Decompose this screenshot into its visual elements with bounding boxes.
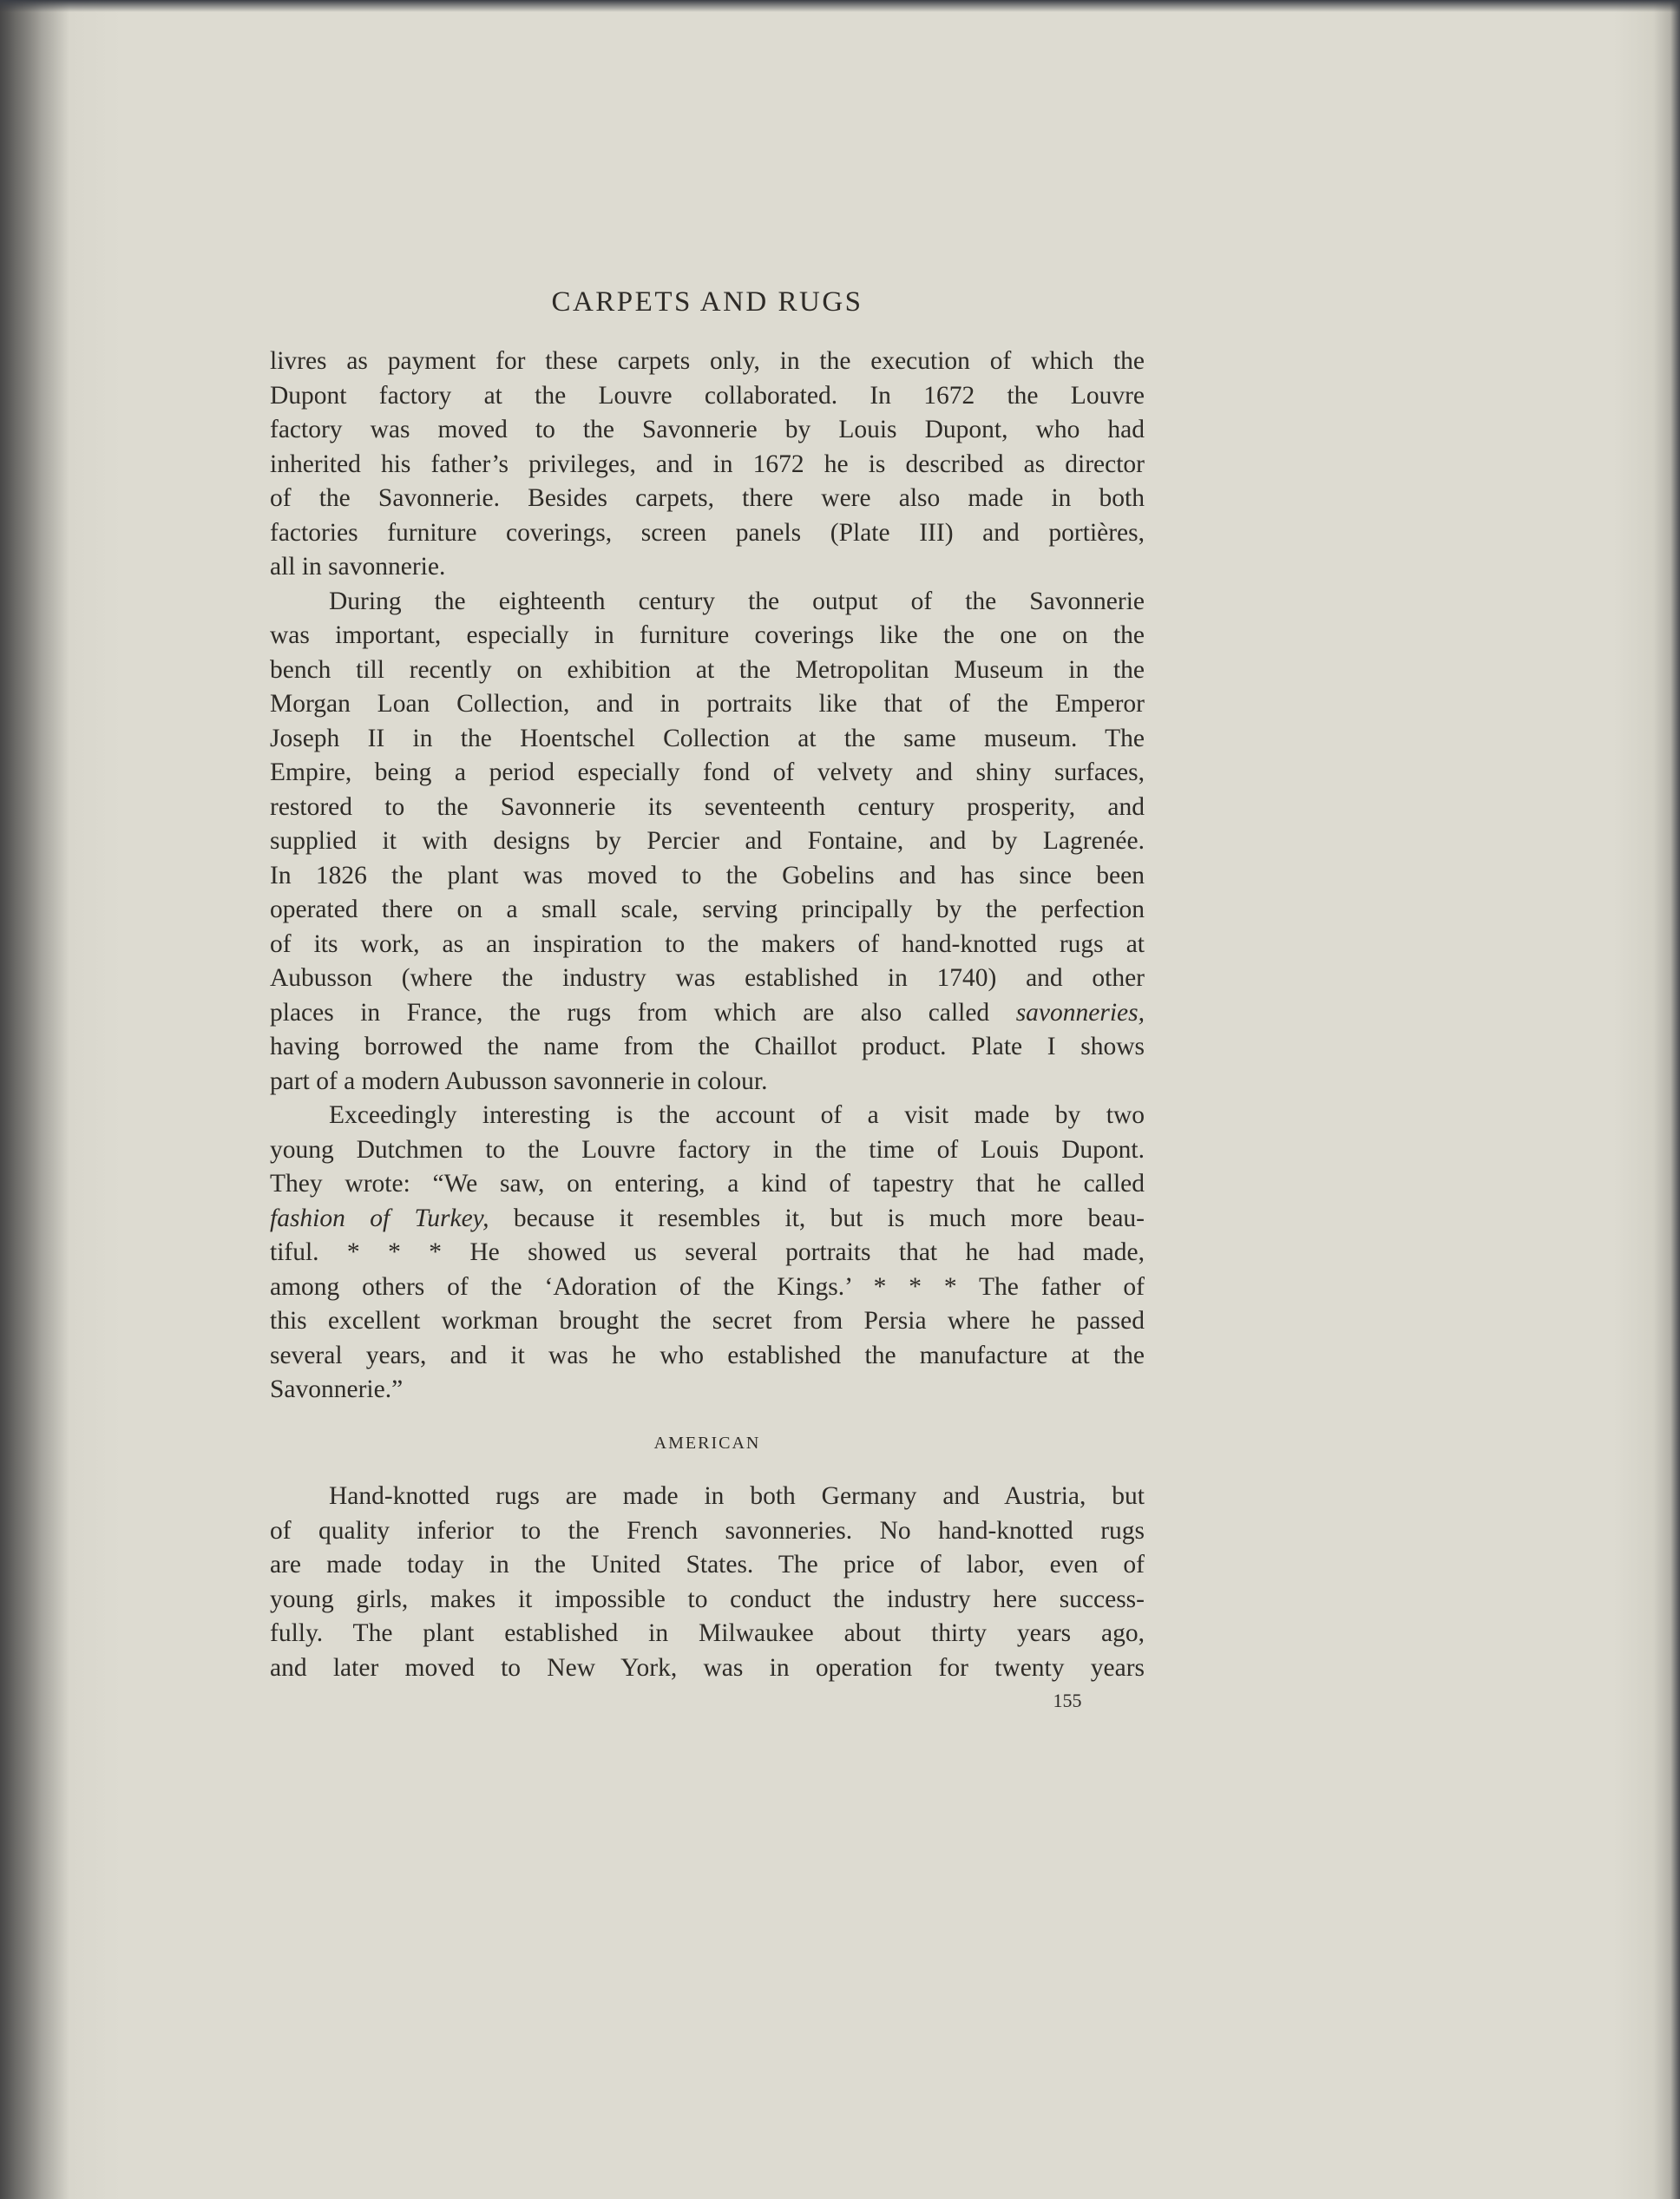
text-line: In 1826 the plant was moved to the Gobelins and has since been	[270, 861, 1145, 889]
text-line: all in savonnerie.	[270, 553, 446, 581]
text-line: factories furniture coverings, screen panels (Plate III) and portières,	[270, 518, 1145, 547]
text-line: of its work, as an inspiration to the makers of hand-knotted rugs at	[270, 929, 1145, 958]
text-line: several years, and it was he who established the manufacture at the	[270, 1341, 1145, 1369]
text-line: Dupont factory at the Louvre collaborated. In 1672 the Louvre	[270, 381, 1145, 410]
text-line: among others of the ‘Adoration of the Kings.’ * * * The father of	[270, 1272, 1145, 1301]
text-line: young Dutchmen to the Louvre factory in the time of Louis Dupont.	[270, 1135, 1145, 1164]
text-line: bench till recently on exhibition at the Metropolitan Museum in the	[270, 655, 1145, 684]
text-line: young girls, makes it impossible to conduct the industry here success-	[270, 1585, 1145, 1613]
text-line: of the Savonnerie. Besides carpets, there were also made in both	[270, 484, 1145, 512]
top-edge-shadow	[0, 0, 1680, 12]
text-line: livres as payment for these carpets only, in the execution of which the	[270, 347, 1145, 375]
text-line: Joseph II in the Hoentschel Collection at the same museum. The	[270, 724, 1145, 752]
text-line: They wrote: “We saw, on entering, a kind of tapestry that he called	[270, 1170, 1145, 1198]
text-line: this excellent workman brought the secret from Persia where he passed	[270, 1307, 1145, 1335]
page-number: 155	[1053, 1690, 1082, 1711]
text-line: Exceedingly interesting is the account of a visit made by two	[329, 1101, 1145, 1129]
section-heading: AMERICAN	[653, 1433, 761, 1453]
text-line: Hand-knotted rugs are made in both Germany and Austria, but	[329, 1482, 1145, 1510]
text-line: fully. The plant established in Milwaukee about thirty years ago,	[270, 1619, 1145, 1647]
text-line: restored to the Savonnerie its seventeenth century prosperity, and	[270, 792, 1145, 821]
text-line: of quality inferior to the French savonneries. No hand-knotted rugs	[270, 1516, 1145, 1545]
text-line: was important, especially in furniture coverings like the one on the	[270, 621, 1145, 649]
text-line: Aubusson (where the industry was established in 1740) and other	[270, 964, 1145, 992]
text-line: Empire, being a period especially fond of velvety and shiny surfaces,	[270, 758, 1145, 786]
text-line: are made today in the United States. The price of labor, even of	[270, 1551, 1145, 1579]
body-text	[270, 345, 1145, 1685]
text-line: operated there on a small scale, serving principally by the perfection	[270, 896, 1145, 923]
text-line: places in France, the rugs from which are also called savonneries,	[270, 998, 1145, 1027]
running-head: CARPETS AND RUGS	[551, 286, 863, 318]
text-line: factory was moved to the Savonnerie by Louis Dupont, who had	[270, 416, 1145, 443]
text-line: inherited his father’s privileges, and in 1672 he is described as director	[270, 450, 1145, 478]
text-line: Savonnerie.”	[270, 1375, 404, 1403]
text-line: and later moved to New York, was in operation for twenty years	[270, 1653, 1145, 1682]
text-line: fashion of Turkey, because it resembles it, but is much more beau-	[270, 1204, 1145, 1232]
text-line: supplied it with designs by Percier and Fontaine, and by Lagrenée.	[270, 827, 1145, 855]
text-line: During the eighteenth century the output of the Savonnerie	[329, 587, 1145, 615]
text-line: part of a modern Aubusson savonnerie in colour.	[270, 1067, 768, 1095]
text-line: having borrowed the name from the Chaillot product. Plate I shows	[270, 1033, 1145, 1060]
text-line: Morgan Loan Collection, and in portraits like that of the Emperor	[270, 690, 1145, 718]
text-line: tiful. * * * He showed us several portraits that he had made,	[270, 1238, 1145, 1266]
gutter-shadow	[0, 0, 69, 2199]
